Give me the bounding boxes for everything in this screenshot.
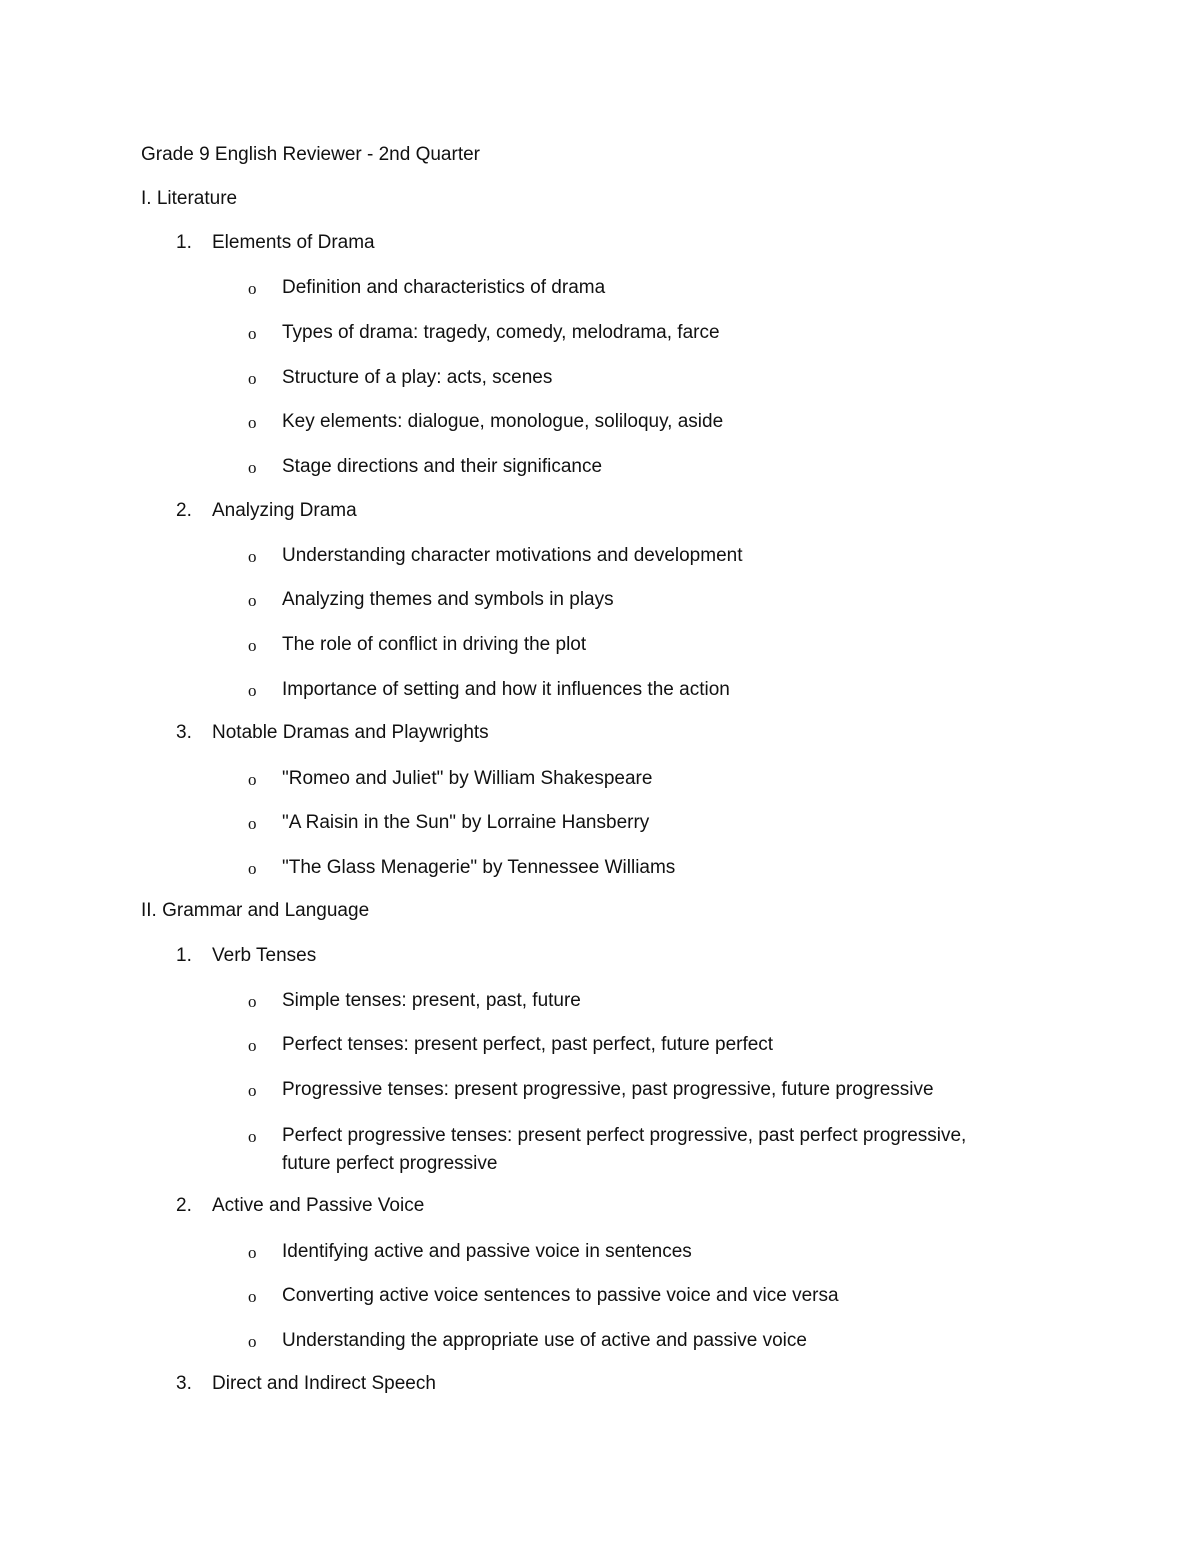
bullet-marker: o bbox=[248, 814, 257, 833]
list-item: Understanding character motivations and development bbox=[282, 545, 743, 566]
topic-heading: Elements of Drama bbox=[212, 232, 375, 253]
bullet-marker: o bbox=[248, 770, 257, 789]
list-item: Key elements: dialogue, monologue, soliloquy, aside bbox=[282, 411, 724, 432]
bullet-marker: o bbox=[248, 413, 257, 432]
bullet-marker: o bbox=[248, 1243, 257, 1262]
topic-heading: Notable Dramas and Playwrights bbox=[212, 722, 489, 743]
section-heading-literature: I. Literature bbox=[141, 188, 238, 209]
topic-heading: Active and Passive Voice bbox=[212, 1195, 425, 1216]
list-item: Converting active voice sentences to passive voice and vice versa bbox=[282, 1285, 839, 1306]
list-item: The role of conflict in driving the plot bbox=[282, 634, 587, 655]
list-item: Perfect progressive tenses: present perfect progressive, past perfect progressive, bbox=[282, 1125, 967, 1146]
list-item: Identifying active and passive voice in sentences bbox=[282, 1241, 692, 1262]
bullet-marker: o bbox=[248, 992, 257, 1011]
list-number: 3. bbox=[176, 1373, 192, 1394]
bullet-marker: o bbox=[248, 1036, 257, 1055]
list-item: Definition and characteristics of drama bbox=[282, 277, 606, 298]
list-number: 3. bbox=[176, 722, 192, 743]
bullet-marker: o bbox=[248, 859, 257, 878]
list-number: 1. bbox=[176, 945, 192, 966]
list-number: 2. bbox=[176, 1195, 192, 1216]
list-item: Understanding the appropriate use of active and passive voice bbox=[282, 1330, 807, 1351]
topic-heading: Direct and Indirect Speech bbox=[212, 1373, 436, 1394]
list-item: "The Glass Menagerie" by Tennessee Williams bbox=[282, 857, 676, 878]
list-item: "Romeo and Juliet" by William Shakespeare bbox=[282, 768, 653, 789]
list-item-continuation: future perfect progressive bbox=[282, 1153, 498, 1174]
list-item: Structure of a play: acts, scenes bbox=[282, 367, 553, 388]
list-item: Perfect tenses: present perfect, past perfect, future perfect bbox=[282, 1034, 774, 1055]
bullet-marker: o bbox=[248, 279, 257, 298]
bullet-marker: o bbox=[248, 1127, 257, 1146]
section-heading-grammar: II. Grammar and Language bbox=[141, 900, 370, 921]
list-number: 2. bbox=[176, 500, 192, 521]
topic-heading: Analyzing Drama bbox=[212, 500, 357, 521]
list-number: 1. bbox=[176, 232, 192, 253]
list-item: Progressive tenses: present progressive, past progressive, future progressive bbox=[282, 1079, 934, 1100]
bullet-marker: o bbox=[248, 1081, 257, 1100]
list-item: Simple tenses: present, past, future bbox=[282, 990, 581, 1011]
list-item: Importance of setting and how it influences the action bbox=[282, 679, 730, 700]
topic-heading: Verb Tenses bbox=[212, 945, 317, 966]
bullet-marker: o bbox=[248, 324, 257, 343]
bullet-marker: o bbox=[248, 547, 257, 566]
list-item: Types of drama: tragedy, comedy, melodrama, farce bbox=[282, 322, 720, 343]
document-title: Grade 9 English Reviewer - 2nd Quarter bbox=[141, 144, 480, 165]
bullet-marker: o bbox=[248, 1287, 257, 1306]
bullet-marker: o bbox=[248, 458, 257, 477]
bullet-marker: o bbox=[248, 1332, 257, 1351]
bullet-marker: o bbox=[248, 681, 257, 700]
bullet-marker: o bbox=[248, 636, 257, 655]
bullet-marker: o bbox=[248, 591, 257, 610]
list-item: Analyzing themes and symbols in plays bbox=[282, 589, 614, 610]
list-item: Stage directions and their significance bbox=[282, 456, 603, 477]
bullet-marker: o bbox=[248, 369, 257, 388]
list-item: "A Raisin in the Sun" by Lorraine Hansberry bbox=[282, 812, 650, 833]
